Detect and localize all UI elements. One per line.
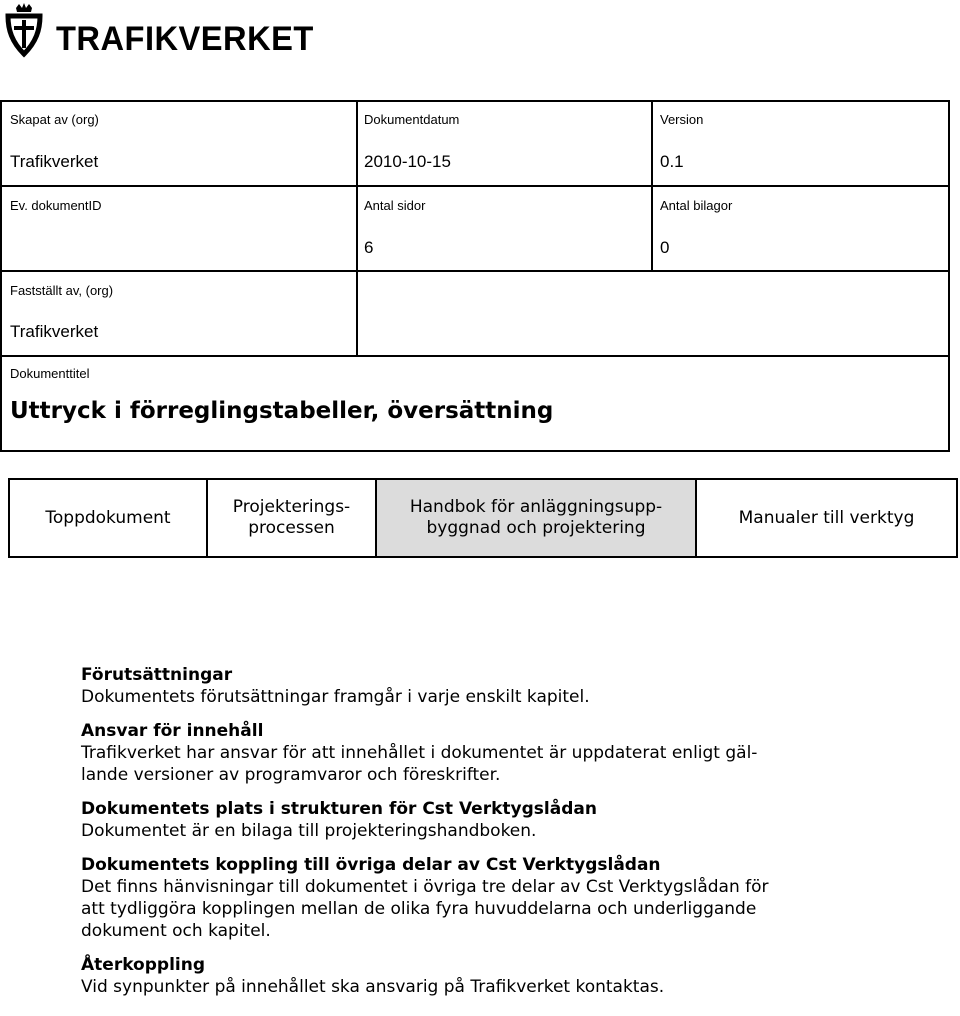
doc-title-label: Dokumenttitel bbox=[10, 366, 90, 381]
crown-emblem-icon bbox=[2, 2, 46, 64]
table-divider bbox=[651, 100, 653, 272]
trafikverket-logo bbox=[2, 2, 314, 64]
table-divider bbox=[0, 185, 950, 187]
table-divider bbox=[0, 355, 950, 357]
doc-title-value: Uttryck i förreglingstabeller, översättning bbox=[10, 398, 554, 424]
section-heading: Dokumentets koppling till övriga delar av Cst Verktygslådan bbox=[81, 855, 661, 875]
created-by-label: Skapat av (org) bbox=[10, 112, 99, 127]
section-prerequisites bbox=[81, 664, 881, 708]
process-box-top-document bbox=[8, 478, 208, 558]
process-box-label: Manualer till verktyg bbox=[738, 507, 915, 528]
process-box-label: Projekterings- processen bbox=[232, 497, 351, 538]
process-box-project-process bbox=[206, 478, 377, 558]
section-feedback bbox=[81, 954, 881, 998]
attachments-label: Antal bilagor bbox=[660, 198, 733, 213]
table-divider bbox=[356, 100, 358, 272]
section-structure-position bbox=[81, 798, 881, 842]
table-divider bbox=[356, 270, 358, 357]
process-box-tool-manuals bbox=[695, 478, 958, 558]
approved-by-value: Trafikverket bbox=[10, 322, 99, 341]
document-content bbox=[81, 664, 881, 1010]
section-connection bbox=[81, 854, 881, 942]
section-text: Dokumentet är en bilaga till projekteringshandboken. bbox=[81, 821, 537, 841]
section-heading: Återkoppling bbox=[81, 955, 205, 975]
pages-value: 6 bbox=[364, 238, 374, 257]
section-responsibility bbox=[81, 720, 881, 786]
process-box-handbook bbox=[375, 478, 697, 558]
doc-date-label: Dokumentdatum bbox=[364, 112, 460, 127]
document-structure-flow bbox=[8, 478, 958, 558]
section-text: Dokumentets förutsättningar framgår i varje enskilt kapitel. bbox=[81, 687, 590, 707]
doc-date-value: 2010-10-15 bbox=[364, 152, 451, 171]
section-text: Vid synpunkter på innehållet ska ansvarig på Trafikverket kontaktas. bbox=[81, 977, 665, 997]
section-heading: Dokumentets plats i strukturen för Cst Verktygslådan bbox=[81, 799, 597, 819]
version-value: 0.1 bbox=[660, 152, 684, 171]
doc-id-label: Ev. dokumentID bbox=[10, 198, 102, 213]
section-heading: Förutsättningar bbox=[81, 665, 233, 685]
created-by-value: Trafikverket bbox=[10, 152, 99, 171]
process-box-label: Handbok för anläggningsupp- byggnad och projektering bbox=[409, 497, 663, 538]
approved-by-label: Fastställt av, (org) bbox=[10, 283, 114, 298]
process-box-label: Toppdokument bbox=[45, 507, 171, 528]
attachments-value: 0 bbox=[660, 238, 670, 257]
table-divider bbox=[0, 270, 950, 272]
version-label: Version bbox=[660, 112, 704, 127]
section-text: Trafikverket har ansvar för att innehållet i dokumentet är uppdaterat enligt gäl- lande versioner av programvaror och föreskrifter. bbox=[81, 743, 758, 785]
brand-name: TRAFIKVERKET bbox=[56, 20, 314, 58]
pages-label: Antal sidor bbox=[364, 198, 426, 213]
section-text: Det finns hänvisningar till dokumentet i övriga tre delar av Cst Verktygslådan för att tydliggöra kopplingen mellan de olika fyra huvuddelarna och underliggande dokument och kapitel. bbox=[81, 877, 769, 941]
section-heading: Ansvar för innehåll bbox=[81, 721, 264, 741]
